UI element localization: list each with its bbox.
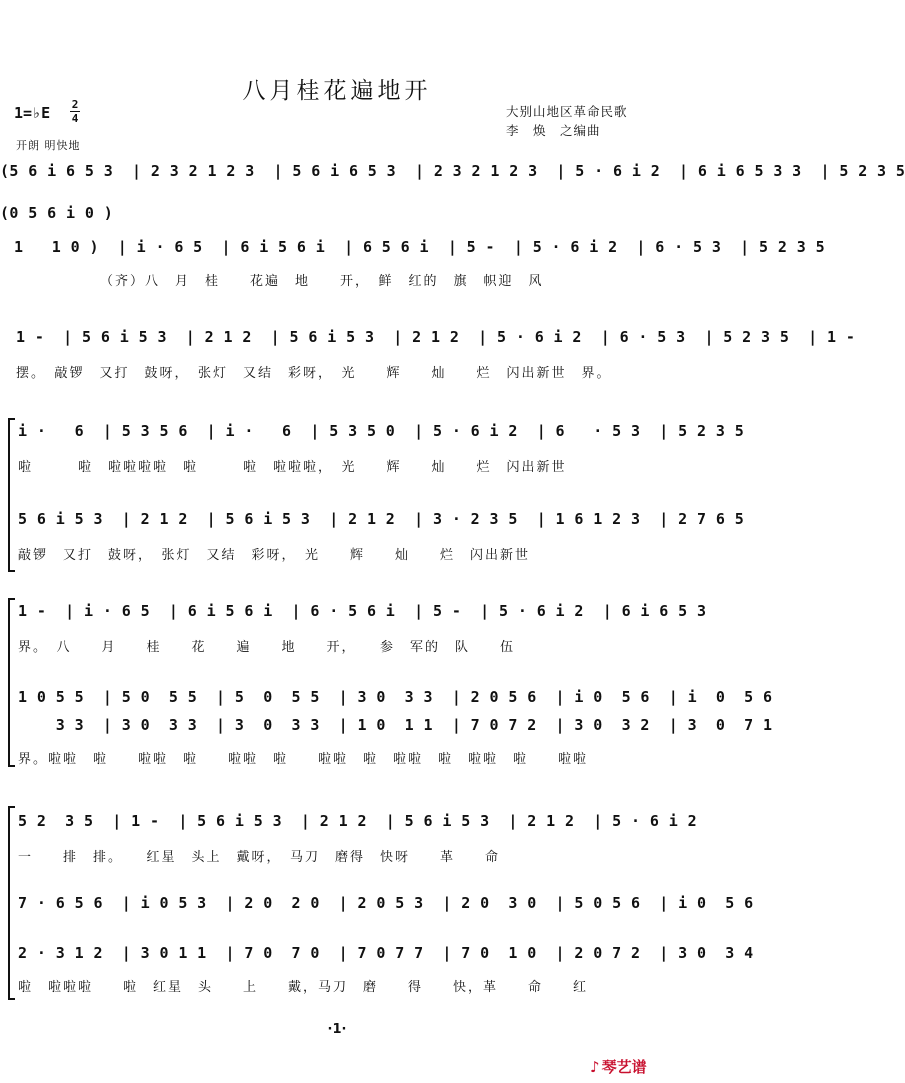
watermark-text: 琴艺谱 <box>601 1058 647 1076</box>
time-bottom: 4 <box>71 112 79 125</box>
song-title: 八月桂花遍地开 <box>242 78 432 104</box>
notation-row-9: 3 3 | 3 0 3 3 | 3 0 3 3 | 1 0 1 1 | 7 0 7 2 | 3 0 3 2 | 3 0 7 1 <box>18 716 773 734</box>
credit-source: 大别山地区革命民歌 <box>506 104 628 119</box>
lyric-row-4: 敲锣 又打 鼓呀， 张灯 又结 彩呀， 光 辉 灿 烂 闪出新世 <box>18 548 531 563</box>
credit-arranger: 李 焕 之编曲 <box>506 123 601 138</box>
lyric-row-8: 啦 啦啦啦 啦 红星 头 上 戴，马刀 磨 得 快，革 命 红 <box>18 980 589 995</box>
notation-row-5: i · 6 | 5 3 5 6 | i · 6 | 5 3 5 0 | 5 · 6 i 2 | 6 · 5 3 | 5 2 3 5 <box>18 422 745 440</box>
part-bracket <box>8 598 15 767</box>
lyric-row-7: 一 排 排。 红星 头上 戴呀， 马刀 磨得 快呀 革 命 <box>18 850 501 865</box>
notation-row-6: 5 6 i 5 3 | 2 1 2 | 5 6 i 5 3 | 2 1 2 | 3 · 2 3 5 | 1 6 1 2 3 | 2 7 6 5 <box>18 510 745 528</box>
key-signature: 1=♭E <box>14 104 51 122</box>
lyric-row-3: 啦 啦 啦啦啦啦 啦 啦 啦啦啦， 光 辉 灿 烂 闪出新世 <box>18 460 567 475</box>
music-note-icon: ♪ <box>590 1058 600 1076</box>
site-watermark <box>590 1056 647 1077</box>
lyric-row-6: 界。啦啦 啦 啦啦 啦 啦啦 啦 啦啦 啦 啦啦 啦 啦啦 啦 啦啦 <box>18 752 589 767</box>
lyric-row-5: 界。 八 月 桂 花 遍 地 开， 参 军的 队 伍 <box>18 640 516 655</box>
notation-row-2: (0 5 6 i 0 ) <box>0 204 114 222</box>
time-top: 2 <box>71 98 79 111</box>
page-number: ·1· <box>327 1022 347 1037</box>
notation-row-8: 1 0 5 5 | 5 0 5 5 | 5 0 5 5 | 3 0 3 3 | 2 0 5 6 | i 0 5 6 | i 0 5 6 <box>18 688 773 706</box>
notation-row-11: 7 · 6 5 6 | i 0 5 3 | 2 0 2 0 | 2 0 5 3 | 2 0 3 0 | 5 0 5 6 | i 0 5 6 <box>18 894 754 912</box>
lyric-row-1: （齐）八 月 桂 花遍 地 开， 鲜 红的 旗 帜迎 风 <box>100 274 544 289</box>
lyric-row-2: 摆。 敲锣 又打 鼓呀， 张灯 又结 彩呀， 光 辉 灿 烂 闪出新世 界。 <box>16 366 612 381</box>
time-signature <box>70 99 80 124</box>
notation-row-4: 1 - | 5 6 i 5 3 | 2 1 2 | 5 6 i 5 3 | 2 1 2 | 5 · 6 i 2 | 6 · 5 3 | 5 2 3 5 | 1 - <box>16 328 856 346</box>
notation-row-10: 5 2 3 5 | 1 - | 5 6 i 5 3 | 2 1 2 | 5 6 i 5 3 | 2 1 2 | 5 · 6 i 2 <box>18 812 698 830</box>
notation-row-12: 2 · 3 1 2 | 3 0 1 1 | 7 0 7 0 | 7 0 7 7 | 7 0 1 0 | 2 0 7 2 | 3 0 3 4 <box>18 944 754 962</box>
notation-row-3: 1 1 0 ) | i · 6 5 | 6 i 5 6 i | 6 5 6 i | 5 - | 5 · 6 i 2 | 6 · 5 3 | 5 2 3 5 <box>14 238 826 256</box>
notation-row-7: 1 - | i · 6 5 | 6 i 5 6 i | 6 · 5 6 i | 5 - | 5 · 6 i 2 | 6 i 6 5 3 <box>18 602 707 620</box>
notation-row-1: (5 6 i 6 5 3 | 2 3 2 1 2 3 | 5 6 i 6 5 3 | 2 3 2 1 2 3 | 5 · 6 i 2 | 6 i 6 5 3 3 | 5 2 3 5 <box>0 162 905 180</box>
tempo-marking: 开朗 明快地 <box>16 139 81 152</box>
